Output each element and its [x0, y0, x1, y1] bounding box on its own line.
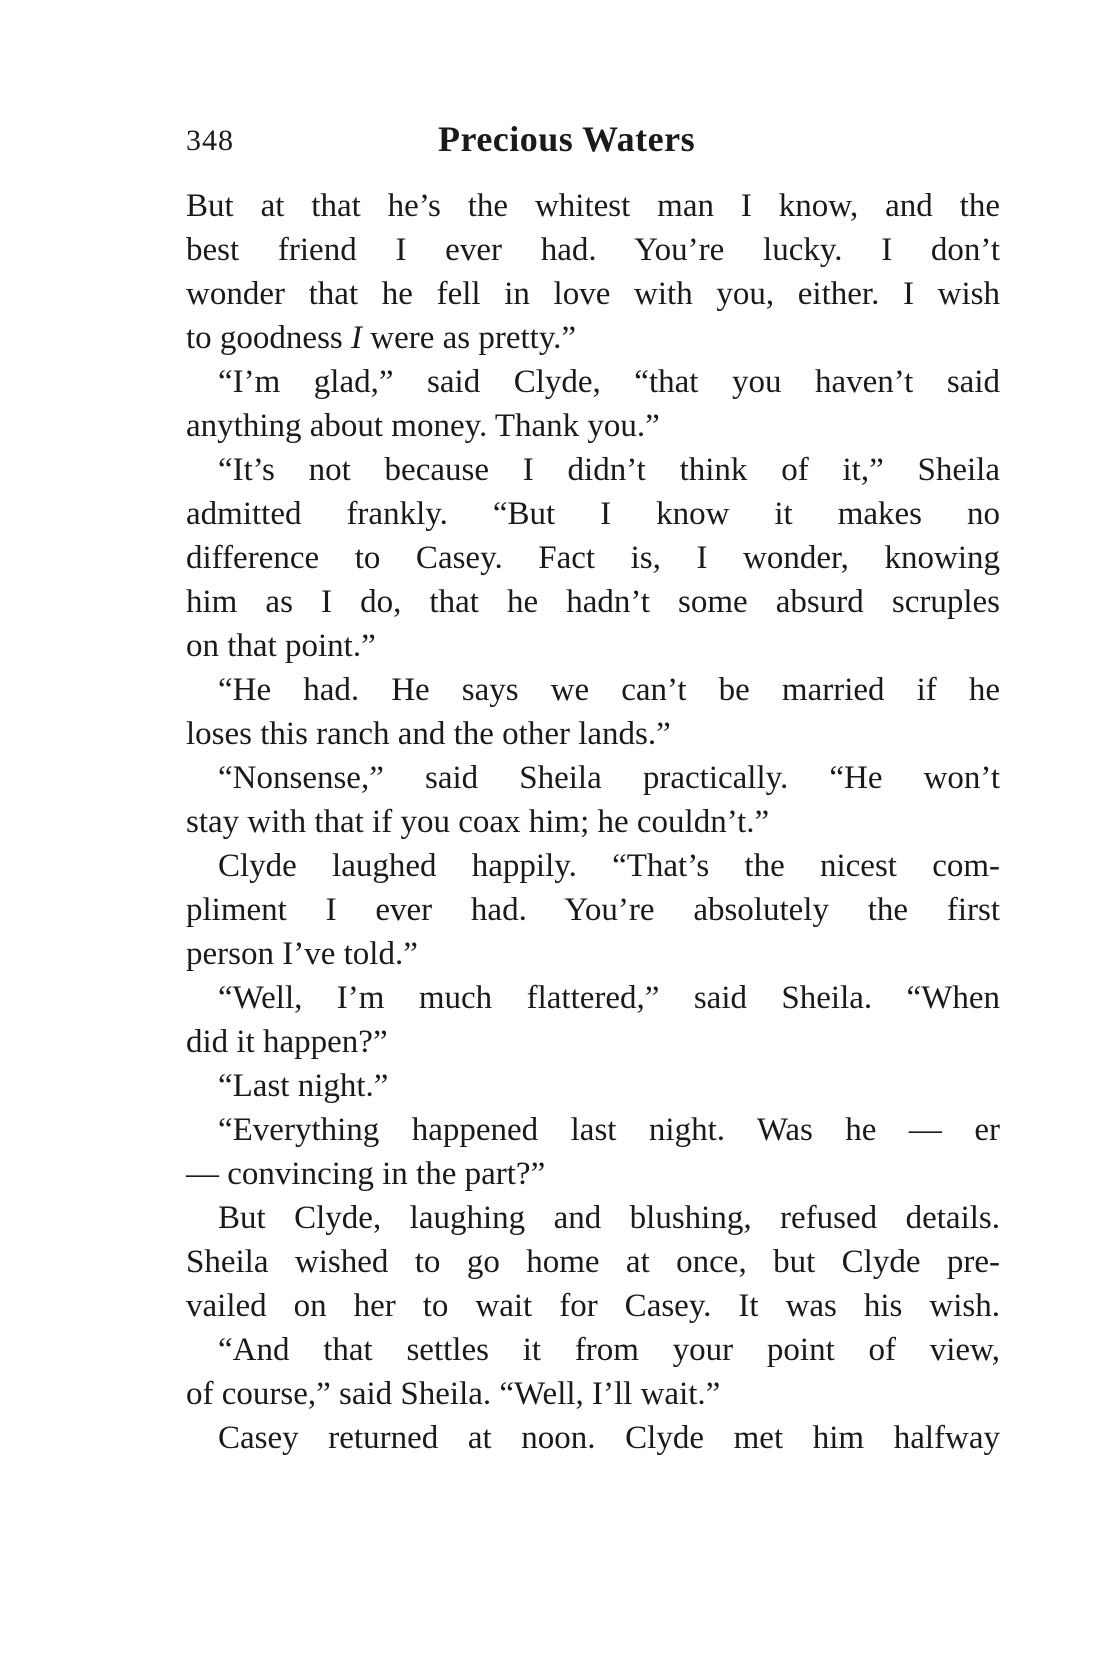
text-line: on that point.” — [186, 628, 376, 664]
text-line: Casey returned at noon. Clyde met him halfway — [218, 1420, 1000, 1456]
text-line: But Clyde, laughing and blushing, refused details. — [218, 1200, 1000, 1236]
text-line: “Last night.” — [218, 1068, 389, 1104]
text-line: “Everything happened last night. Was he — er — [218, 1112, 1000, 1148]
text-line: pliment I ever had. You’re absolutely the first — [186, 892, 1000, 928]
text-line: best friend I ever had. You’re lucky. I don’t — [186, 232, 1000, 268]
text-line: wonder that he fell in love with you, either. I wish — [186, 276, 1000, 312]
text-line: admitted frankly. “But I know it makes no — [186, 496, 1000, 532]
text-line: “He had. He says we can’t be married if he — [218, 672, 1000, 708]
text-line: “It’s not because I didn’t think of it,” Sheila — [218, 452, 1000, 488]
text-line: Clyde laughed happily. “That’s the nicest com- — [218, 848, 1000, 884]
text-line: anything about money. Thank you.” — [186, 408, 660, 444]
text-line: But at that he’s the whitest man I know, and the — [186, 188, 1000, 224]
text-line: “I’m glad,” said Clyde, “that you haven’t said — [218, 364, 1000, 400]
text-line: did it happen?” — [186, 1024, 388, 1060]
text-line: loses this ranch and the other lands.” — [186, 716, 671, 752]
text-line: Sheila wished to go home at once, but Clyde pre- — [186, 1244, 1000, 1280]
running-title: Precious Waters — [438, 119, 696, 159]
text-line: to goodness I were as pretty.” — [186, 320, 577, 356]
text-line: “Well, I’m much flattered,” said Sheila. “When — [218, 980, 1000, 1016]
text-line: “Nonsense,” said Sheila practically. “He won’t — [218, 760, 1000, 796]
text-line: person I’ve told.” — [186, 936, 418, 972]
text-line: stay with that if you coax him; he couldn’t.” — [186, 804, 770, 840]
page-header — [186, 118, 1000, 168]
text-line: difference to Casey. Fact is, I wonder, knowing — [186, 540, 1000, 576]
page-number: 348 — [186, 124, 234, 157]
body-text — [186, 184, 1000, 1460]
text-line: “And that settles it from your point of view, — [218, 1332, 1000, 1368]
text-line: — convincing in the part?” — [186, 1156, 546, 1192]
text-line: him as I do, that he hadn’t some absurd scruples — [186, 584, 1000, 620]
text-line: of course,” said Sheila. “Well, I’ll wait.” — [186, 1376, 721, 1412]
text-line: vailed on her to wait for Casey. It was his wish. — [186, 1288, 1000, 1324]
